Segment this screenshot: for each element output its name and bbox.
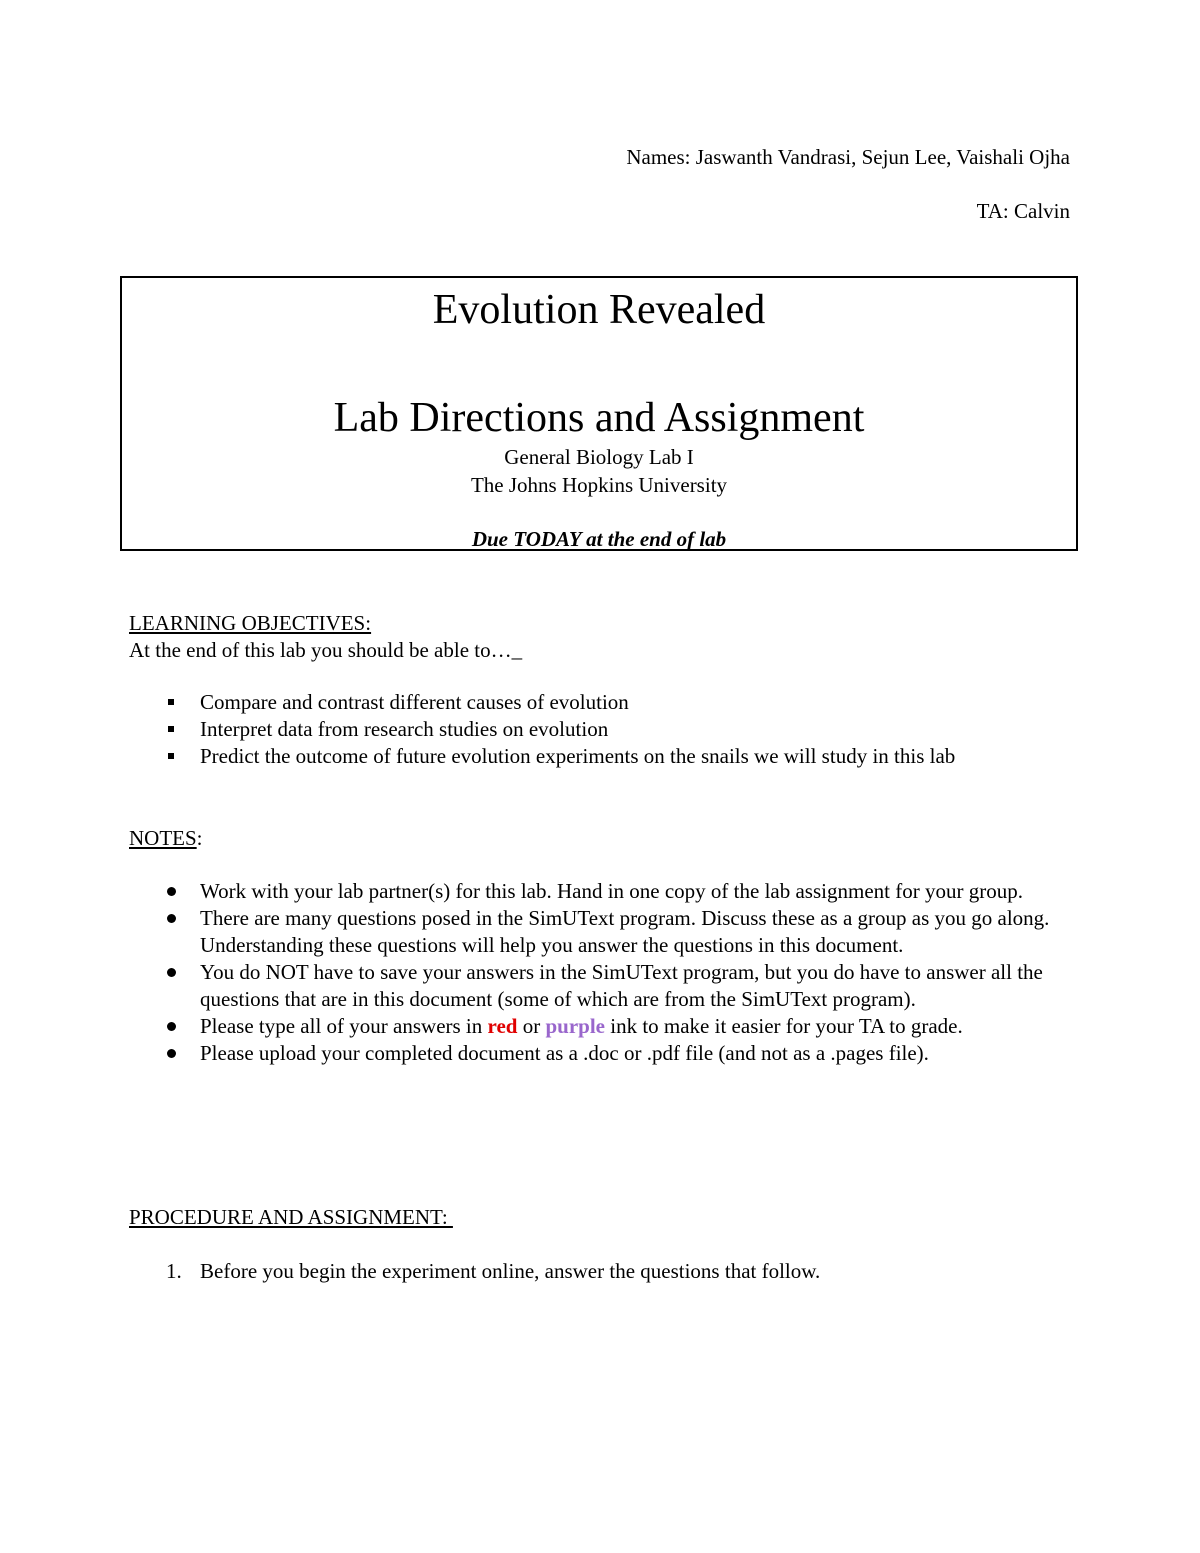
step-number: 1. — [166, 1259, 182, 1283]
notes-list — [129, 878, 1079, 1067]
purple-ink-word: purple — [545, 1014, 605, 1038]
list-item — [129, 743, 1079, 770]
list-item — [129, 878, 1079, 905]
step-text: Before you begin the experiment online, answer the questions that follow. — [200, 1259, 821, 1283]
list-item — [129, 1040, 1079, 1067]
objectives-list — [129, 689, 1079, 770]
list-item — [129, 1258, 1079, 1285]
objectives-intro: At the end of this lab you should be able to…_ — [129, 638, 523, 662]
list-item — [129, 905, 1079, 959]
square-bullet-icon — [168, 699, 174, 705]
objective-text: Predict the outcome of future evolution experiments on the snails we will study in this lab — [200, 744, 956, 768]
ta-name: TA: Calvin — [976, 199, 1070, 223]
list-item — [129, 689, 1079, 716]
list-item — [129, 959, 1079, 1013]
notes-heading-colon: : — [196, 826, 203, 850]
document-title: Evolution Revealed — [432, 287, 766, 333]
note-color-middle: or — [517, 1014, 546, 1038]
objectives-heading: LEARNING OBJECTIVES: — [129, 611, 372, 635]
note-text: You do NOT have to save your answers in the SimUText program, but you do have to answer all the questions that are in this document (some of which are from the SimUText program). — [200, 960, 1043, 1011]
notes-heading: NOTES — [129, 826, 197, 850]
round-bullet-icon — [167, 1049, 176, 1058]
note-text: There are many questions posed in the SimUText program. Discuss these as a group as you go along. Understanding these questions will help you answer the questions in this document. — [200, 906, 1050, 957]
square-bullet-icon — [168, 726, 174, 732]
note-text: Please upload your completed document as a .doc or .pdf file (and not as a .pages file). — [200, 1041, 929, 1065]
title-box — [120, 276, 1078, 551]
student-names: Names: Jaswanth Vandrasi, Sejun Lee, Vaishali Ojha — [626, 145, 1070, 169]
note-text: Work with your lab partner(s) for this lab. Hand in one copy of the lab assignment for your group. — [200, 879, 1023, 903]
procedure-heading: PROCEDURE AND ASSIGNMENT: — [129, 1205, 453, 1229]
notes-heading-line — [129, 825, 203, 851]
procedure-list — [129, 1258, 1079, 1285]
course-name: General Biology Lab I — [504, 445, 694, 469]
round-bullet-icon — [167, 887, 176, 896]
round-bullet-icon — [167, 914, 176, 923]
document-subtitle: Lab Directions and Assignment — [333, 395, 865, 441]
square-bullet-icon — [168, 753, 174, 759]
university-name: The Johns Hopkins University — [470, 473, 728, 497]
round-bullet-icon — [167, 968, 176, 977]
note-color-after: ink to make it easier for your TA to grade. — [604, 1014, 963, 1038]
list-item — [129, 716, 1079, 743]
objective-text: Compare and contrast different causes of evolution — [200, 690, 629, 714]
round-bullet-icon — [167, 1022, 176, 1031]
note-color-before: Please type all of your answers in — [200, 1014, 488, 1038]
list-item — [129, 1013, 1079, 1040]
objective-text: Interpret data from research studies on evolution — [200, 717, 609, 741]
due-notice: Due TODAY at the end of lab — [471, 527, 727, 551]
red-ink-word: red — [487, 1014, 518, 1038]
